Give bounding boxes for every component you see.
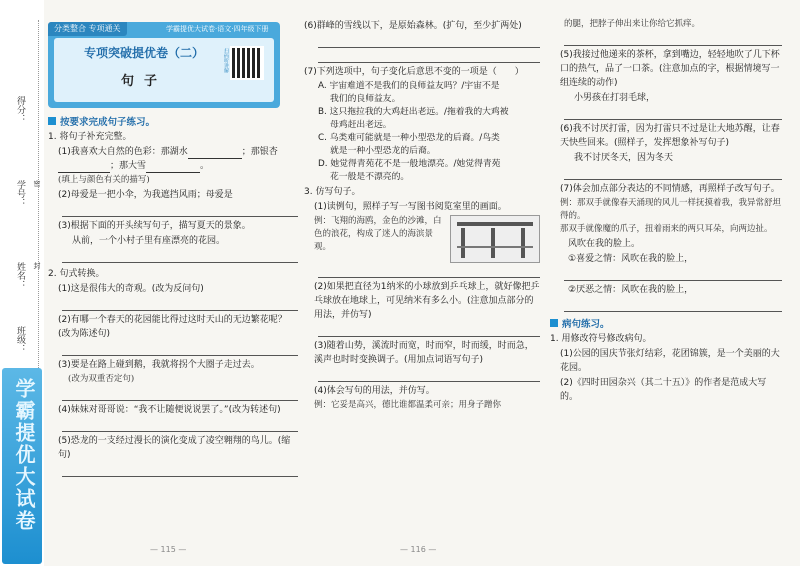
sick-sentence-1: 1. 用修改符号修改病句。 [550,334,652,344]
answer-line[interactable] [318,50,540,63]
class-label: 班级： [15,326,25,353]
answer-line[interactable] [564,299,782,312]
question-3-2: (2)如果把直径为1纳米的小球放到乒乓球上，就好像把乒乓球放在地球上，可见纳米有多么小。(注意加点部分的用法，并仿写) [314,282,540,320]
answer-line[interactable] [62,343,298,356]
q3-4-example: 例：它妥是高兴，德比谁都温柔可亲；用身子蹭你 [314,400,502,410]
score-label: 得分： [15,96,25,123]
option-c-cont: 就是一种小型恐龙的后裔。 [330,146,436,156]
option-b[interactable]: B. 这只拖拉我的大鸡赶出老远。/拖着我的大鸡被 [318,107,509,117]
sick-sentence-1-2: (2)《四时田园杂兴（其二十五）》的作者是范成大写的。 [560,378,767,402]
answer-line[interactable] [564,33,782,46]
q3-7-example-2: 那双手就像魔的爪子，扭着雨来的两只耳朵，向两边扯。 [560,224,773,234]
answer-line[interactable] [564,107,782,120]
question-3-5: (5)我接过他递来的茶杯，拿到嘴边，轻轻地吹了几下杯口的热气，品了一口茶。(注意加点的字，根据情境写一组连续的动作) [560,50,780,88]
library-illustration [450,215,540,263]
option-a[interactable]: A. 宇宙难道不是我们的良师益友吗？/宇宙不是 [318,81,500,91]
option-d[interactable]: D. 她觉得青苑花不是一般地漂亮。/她觉得青苑 [318,159,501,169]
qr-caption: 扫码听讲解 [223,48,229,73]
question-3-6: (6)我不讨厌打雷，因为打雷只不过是让大地苏醒，让春天快些回来。(照样子，发挥想象补写句子) [560,124,780,148]
question-3-3: (3)随着山势，溪流时而宽，时而窄，时而缓，时而急，溪声也时时变换调子。(用加点词语写句子) [314,341,534,365]
question-2-5: (5)恐龙的一支经过漫长的演化变成了凌空翱翔的鸟儿。(缩句) [58,436,291,460]
answer-line[interactable] [62,419,298,432]
middle-page [304,18,540,412]
left-page [48,112,298,479]
answer-line[interactable] [62,250,298,263]
question-3-7-sentence: 风吹在我的脸上。 [568,239,641,249]
answer-line[interactable] [318,324,540,337]
question-3-7: (7)体会加点部分表达的不同情感，再照样子改写句子。 [560,184,780,194]
question-1: 1. 将句子补充完整。 [48,132,132,142]
series-banner-text: 学霸提优大试卷 [12,378,36,532]
question-2-4: (4)妹妹对哥哥说：“我不让随便说说罢了。”(改为转述句) [58,405,281,415]
q1-1-text-a: (1)我喜欢大自然的色彩：那湖水 [58,147,188,157]
page-subtitle: 句子 [120,74,167,89]
answer-line[interactable] [318,369,540,382]
q1-1-text-c: ；那大雪 [110,161,147,171]
option-b-cont: 母鸡赶出老远。 [330,120,392,130]
answer-blank[interactable] [146,162,200,173]
question-3-7-love: ①喜爱之情：风吹在我的脸上， [568,254,694,264]
name-label: 姓名： [15,262,25,289]
q2-3-note: (改为双重否定句) [68,374,135,384]
question-3-7-hate: ②厌恶之情：风吹在我的脸上， [568,285,694,295]
section-heading-2 [550,316,782,330]
seal-char-1: 密 [33,180,41,187]
question-1-2: (2)母爱是一把小伞，为我遮挡风雨；母爱是 [58,190,233,200]
answer-line[interactable] [62,204,298,217]
answer-line[interactable] [564,167,782,180]
q1-1-text-d: 。 [200,161,210,171]
right-page [550,18,782,405]
q3-4-example-cont: 的腿，把脖子伸出来让你给它抓痒。 [564,19,701,29]
answer-line[interactable] [62,464,298,477]
question-2: 2. 句式转换。 [48,269,105,279]
answer-blank[interactable] [58,162,110,173]
page-title: 专项突破提优卷（二） [83,46,204,60]
sick-sentence-1-1: (1)公园的国庆节张灯结彩，花团锦簇，是一个美丽的大花园。 [560,349,780,373]
option-c[interactable]: C. 乌类难可能就是一种小型恐龙的后裔。/鸟类 [318,133,500,143]
header-tab: 分类整合 专项通关 [48,22,127,36]
answer-line[interactable] [318,265,540,278]
question-1-3: (3)根据下面的开头续写句子，描写夏天的景象。 [58,221,251,231]
question-2-3: (3)要是在路上碰到鹅，我就将拐个大圈子走过去。 [58,360,260,370]
section-heading-text: 病句练习。 [562,319,610,330]
question-3: 3. 仿写句子。 [304,187,361,197]
option-d-cont: 花一般是不漂亮的。 [330,172,410,182]
question-2-1: (1)这是很伟大的奇观。(改为反问句) [58,284,204,294]
page-number-right: — 116 — [400,545,437,554]
answer-line[interactable] [318,35,540,48]
option-a-cont: 我们的良师益友。 [330,94,401,104]
answer-line[interactable] [62,298,298,311]
question-2-6: (6)群峰的雪线以下，是原始森林。(扩句，至少扩两处) [304,21,522,31]
question-2-7: (7)下列选项中，句子变化后意思不变的一项是（ ） [304,67,524,77]
student-number-label: 学号： [15,180,25,207]
seal-char-2: 封 [33,262,41,269]
question-3-4: (4)体会写句的用法，并仿写。 [314,386,435,396]
q3-1-example: 例：飞翔的海鸥，金色的沙滩，白色的浪花，构成了迷人的海滨景观。 [314,216,442,252]
page-number-left: — 115 — [150,545,187,554]
question-1-3-prompt: 从前，一个小村子里有座漂亮的花园。 [72,236,226,246]
square-icon [550,319,558,327]
q1-1-text-b: ；那银杏 [241,147,278,157]
question-3-5-prompt: 小男孩在打羽毛球， [574,93,656,103]
question-1-1 [58,145,298,173]
answer-blank[interactable] [188,148,242,159]
qr-code-icon[interactable] [230,46,264,80]
question-3-6-prompt: 我不讨厌冬天，因为冬天 [574,153,674,163]
question-3-1: (1)读例句，照样子写一写图书阅览室里的画面。 [314,202,507,212]
q1-1-note: (填上与颜色有关的描写) [58,175,150,185]
section-heading-1 [48,114,298,128]
square-icon [48,117,56,125]
header-inner [54,38,274,102]
book-title: 学霸提优大试卷·语文·四年级下册 [166,25,269,33]
answer-line[interactable] [564,268,782,281]
series-banner [2,368,42,564]
question-2-2: (2)有哪一个春天的花园能比得过这时天山的无边繁花呢？(改为陈述句) [58,315,287,339]
section-heading-text: 按要求完成句子练习。 [60,117,156,128]
section-header-card [48,22,280,108]
q3-7-example-1: 例：那双手就像春天涌现的风儿一样抚摸着我，我异常舒坦得的。 [560,198,782,221]
answer-line[interactable] [62,388,298,401]
